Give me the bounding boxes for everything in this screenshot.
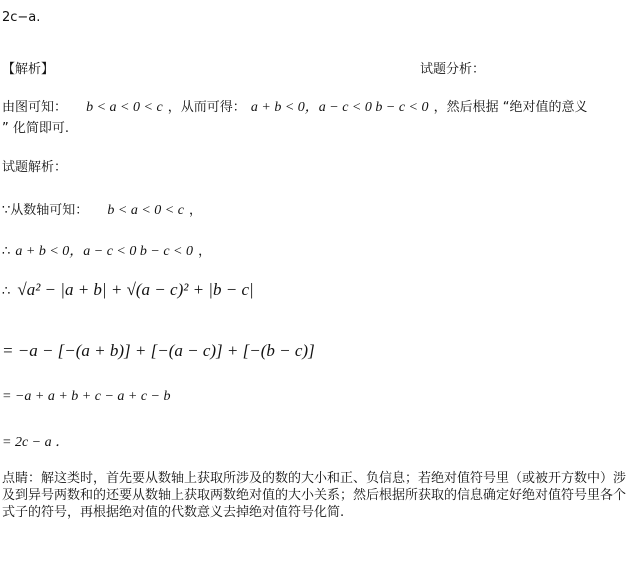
step2-tail: ， [198, 244, 212, 259]
answer-line: 2c−a. [2, 10, 41, 25]
solution-step-1 [2, 199, 202, 219]
step2-text: ∴ [2, 244, 11, 259]
analysis-header: 【解析】 [2, 62, 55, 77]
analysis-line-1 [2, 96, 587, 116]
step2-math: a + b < 0，a − c < 0 b − c < 0 [15, 244, 193, 259]
tip-paragraph: 点睛：解这类时，首先要从数轴上获取所涉及的数的大小和正、负信息；若绝对值符号里（或被开方数中）涉及到异号两数和的还要从数轴上获取两数绝对值的大小关系；然后根据所获取的信息确定好绝对值符号里各个式子的符号，再根据绝对值的代数意义去掉绝对值符号化简. [2, 471, 627, 520]
step3-prefix: ∴ [2, 284, 11, 299]
solution-step-5: = −a + a + b + c − a + c − b [2, 389, 171, 404]
solution-step-3 [2, 280, 254, 300]
analysis-prefix: 由图可知： [2, 100, 68, 115]
analysis-subheader: 试题分析： [420, 62, 486, 77]
solution-step-4: = −a − [−(a + b)] + [−(a − c)] + [−(b − c)] [2, 341, 315, 360]
analysis-inequality-2: a + b < 0，a − c < 0 b − c < 0 [250, 100, 429, 115]
step3-math: √a² − |a + b| + √(a − c)² + |b − c| [17, 280, 254, 299]
step1-math: b < a < 0 < c [107, 203, 184, 218]
solution-header: 试题解析： [2, 160, 68, 175]
step1-tail: ， [189, 203, 203, 218]
analysis-inequality-1: b < a < 0 < c [86, 100, 163, 115]
step1-text: ∵从数轴可知： [2, 203, 89, 218]
analysis-line-2: ” 化简即可. [2, 121, 69, 136]
solution-step-6: = 2c − a ． [2, 435, 70, 450]
analysis-suffix: ，然后根据 “绝对值的意义 [433, 100, 588, 115]
analysis-mid: ，从而可得： [167, 100, 246, 115]
solution-step-2 [2, 240, 211, 260]
